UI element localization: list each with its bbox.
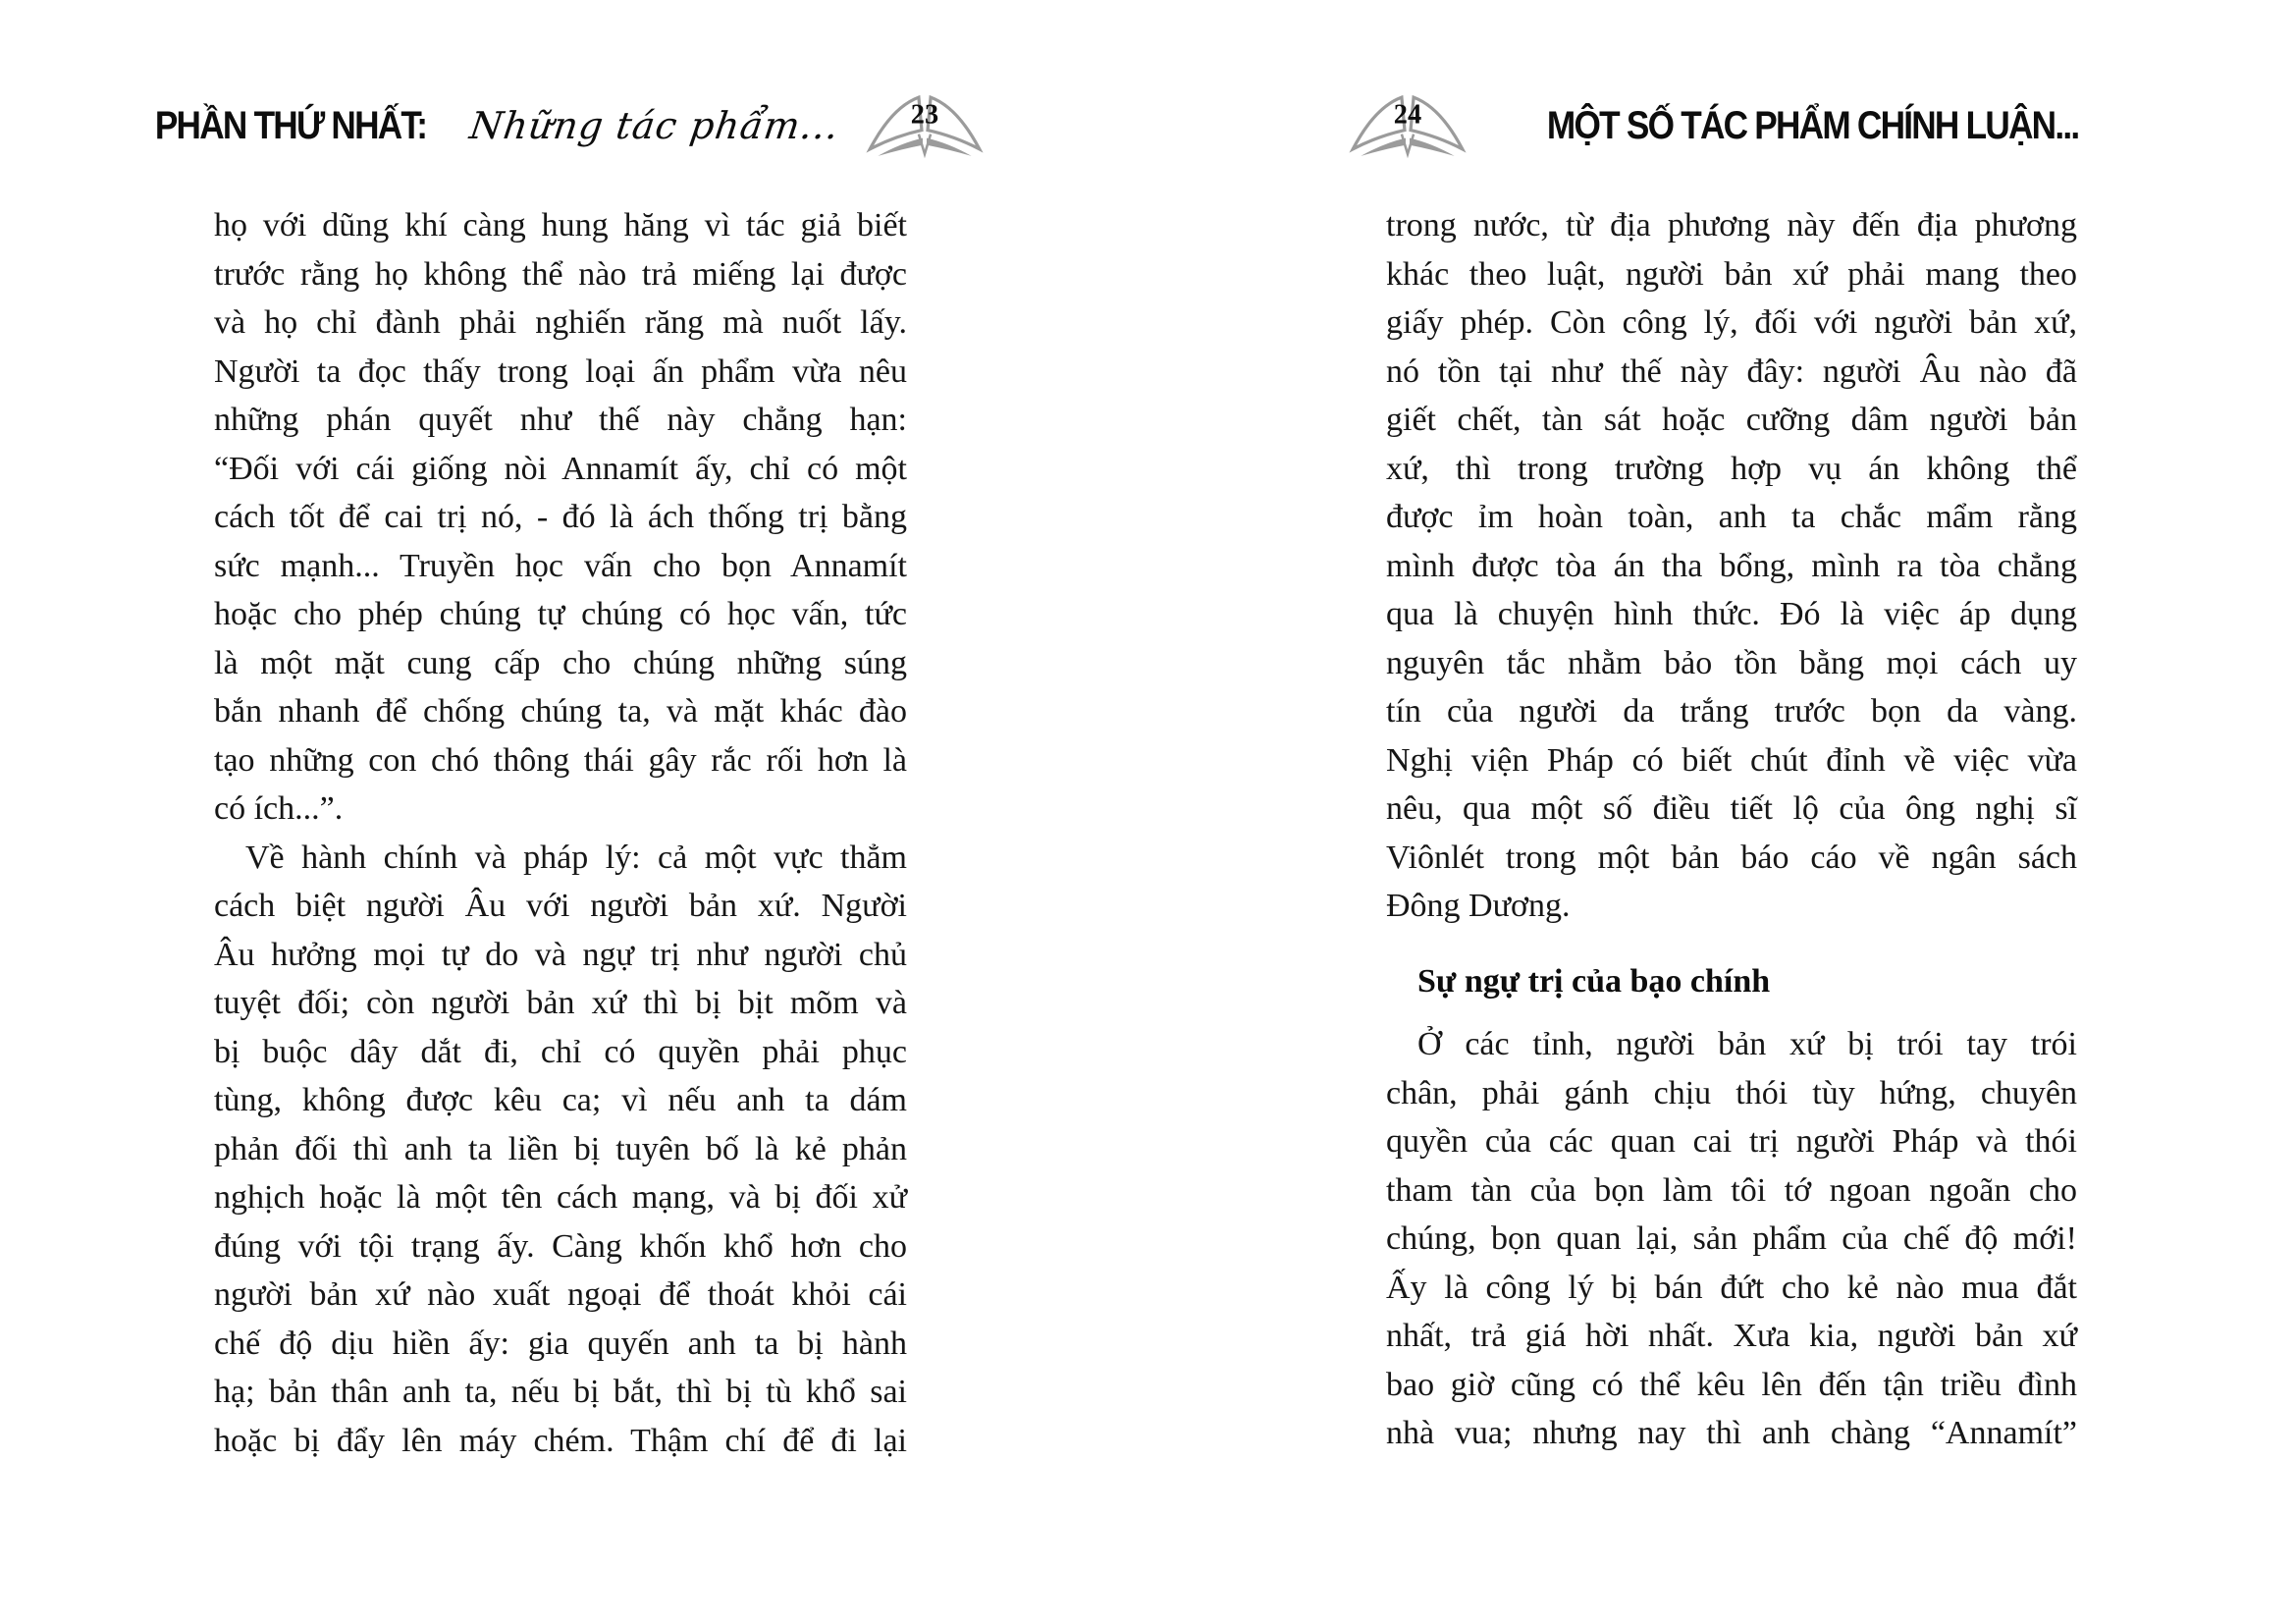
text-line: quyền của các quan cai trị người Pháp và thói xyxy=(1386,1123,2077,1160)
section-heading: Sự ngự trị của bạo chính xyxy=(1417,962,1771,1000)
left-header-title: PHẦN THỨ NHẤT: xyxy=(154,103,427,147)
text-line: Nghị viện Pháp có biết chút đỉnh về việc vừa xyxy=(1386,741,2077,779)
text-line: Ở các tỉnh, người bản xứ bị trói tay trói xyxy=(1417,1026,2077,1062)
right-page-header xyxy=(1386,84,2077,167)
right-header-title: MỘT SỐ TÁC PHẨM CHÍNH LUẬN... xyxy=(1547,103,2079,147)
text-line: khác theo luật, người bản xứ phải mang theo xyxy=(1386,255,2077,293)
text-line: Viônlét trong một bản báo cáo về ngân sách xyxy=(1386,839,2077,876)
text-line: bị buộc dây dắt đi, chỉ có quyền phải phục xyxy=(214,1033,907,1070)
text-line: cách biệt người Âu với người bản xứ. Người xyxy=(214,888,907,924)
text-line: hoặc cho phép chúng tự chúng có học vấn, tức xyxy=(214,596,907,632)
text-line: nhà vua; nhưng nay thì anh chàng “Annamít” xyxy=(1386,1415,2077,1451)
text-line: chúng, bọn quan lại, sản phẩm của chế độ mới! xyxy=(1386,1220,2077,1257)
text-line: chế độ dịu hiền ấy: gia quyến anh ta bị hành xyxy=(214,1325,907,1362)
text-line: nó tồn tại như thế này đây: người Âu nào đã xyxy=(1386,352,2077,390)
text-line: những phán quyết như thế này chẳng hạn: xyxy=(214,402,907,438)
text-line: có ích...”. xyxy=(214,790,344,827)
text-line: Ấy là công lý bị bán đứt cho kẻ nào mua đắt xyxy=(1386,1269,2077,1306)
right-page-text xyxy=(1386,201,2077,1458)
text-line: được ỉm hoàn toàn, anh ta chắc mẩm rằng xyxy=(1386,499,2077,535)
text-line: tín của người da trắng trước bọn da vàng. xyxy=(1386,693,2077,730)
text-line: nghịch hoặc là một tên cách mạng, và bị đối xử xyxy=(214,1179,907,1216)
text-line: tùng, không được kêu ca; vì nếu anh ta dám xyxy=(214,1082,907,1118)
text-line: và họ chỉ đành phải nghiến răng mà nuốt lấy. xyxy=(214,304,907,341)
text-line: tạo những con chó thông thái gây rắc rối hơn là xyxy=(214,741,907,779)
text-line: tuyệt đối; còn người bản xứ thì bị bịt mõm và xyxy=(214,985,907,1021)
text-line: mình được tòa án tha bổng, mình ra tòa chẳng xyxy=(1386,547,2077,584)
text-line: qua là chuyện hình thức. Đó là việc áp dụng xyxy=(1386,596,2077,632)
text-line: hạ; bản thân anh ta, nếu bị bắt, thì bị tù khổ sai xyxy=(214,1374,907,1410)
text-line: Đông Dương. xyxy=(1386,888,1571,924)
text-line: tham tàn của bọn làm tôi tớ ngoan ngoãn cho xyxy=(1386,1171,2077,1209)
text-line: bắn nhanh để chống chúng ta, và mặt khác đào xyxy=(214,693,907,730)
text-line: Âu hưởng mọi tự do và ngự trị như người chủ xyxy=(214,936,907,973)
left-page-number: 23 xyxy=(910,99,939,131)
open-book-icon xyxy=(1348,88,1468,163)
open-book-icon xyxy=(865,88,985,163)
text-line: xứ, thì trong trường hợp vụ án không thể xyxy=(1386,450,2077,487)
text-line: họ với dũng khí càng hung hăng vì tác giả biết xyxy=(214,207,907,244)
text-line: người bản xứ nào xuất ngoại để thoát khỏi cái xyxy=(214,1276,907,1313)
left-page-text xyxy=(214,201,907,1465)
text-line: trước rằng họ không thể nào trả miếng lại được xyxy=(214,255,907,293)
text-line: là một mặt cung cấp cho chúng những súng xyxy=(214,644,907,681)
text-line: nhất, trả giá hời nhất. Xưa kia, người bản xứ xyxy=(1386,1318,2077,1354)
text-line: đúng với tội trạng ấy. Càng khốn khổ hơn cho xyxy=(214,1227,907,1265)
text-line: giấy phép. Còn công lý, đối với người bản xứ, xyxy=(1386,304,2077,341)
text-line: “Đối với cái giống nòi Annamít ấy, chỉ có một xyxy=(214,450,907,487)
text-line: trong nước, từ địa phương này đến địa phương xyxy=(1386,207,2077,244)
left-page-header xyxy=(154,84,939,167)
text-line: hoặc bị đẩy lên máy chém. Thậm chí để đi lại xyxy=(214,1422,907,1459)
right-page-number: 24 xyxy=(1394,99,1422,131)
text-line: chân, phải gánh chịu thói tùy hứng, chuyên xyxy=(1386,1074,2077,1111)
text-line: Về hành chính và pháp lý: cả một vực thẳm xyxy=(245,839,907,876)
text-line: giết chết, tàn sát hoặc cưỡng dâm người bản xyxy=(1386,402,2077,438)
text-line: nguyên tắc nhằm bảo tồn bằng mọi cách uy xyxy=(1386,644,2077,681)
text-line: Người ta đọc thấy trong loại ấn phẩm vừa nêu xyxy=(214,352,907,390)
left-header-subtitle: Những tác phẩm... xyxy=(467,104,842,147)
text-line: nêu, qua một số điều tiết lộ của ông nghị sĩ xyxy=(1386,790,2077,827)
text-line: cách tốt để cai trị nó, - đó là ách thống trị bằng xyxy=(214,499,907,535)
text-line: sức mạnh... Truyền học vấn cho bọn Annamít xyxy=(214,547,907,584)
text-line: phản đối thì anh ta liền bị tuyên bố là kẻ phản xyxy=(214,1130,907,1167)
text-line: bao giờ cũng có thể kêu lên đến tận triều đình xyxy=(1386,1366,2077,1403)
